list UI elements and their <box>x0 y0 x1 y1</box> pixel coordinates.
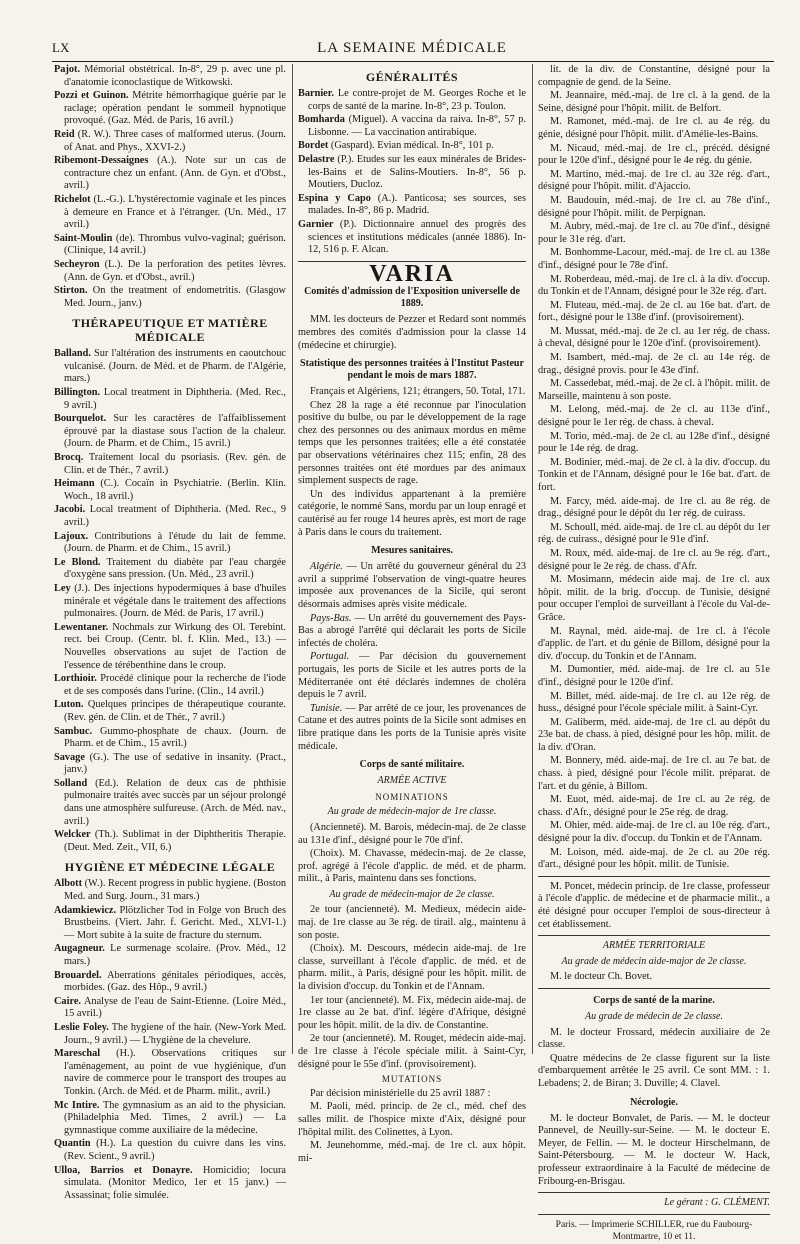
mutation-paragraph: M. Bonhomme-Lacour, méd.-maj. de 1re cl. au 138e d'inf., désigné pour le 78e d'inf. <box>538 247 770 271</box>
entry-text: Homicidio; locura simulata. (Monitor Medico, 1er et 15 janv.) — Assassinat; folie simulée. <box>64 1164 287 1201</box>
entry-text: Le contre-projet de M. Georges Roche et le corps de santé de la marine. In-8°, 23 p. Toulon. <box>308 88 526 112</box>
entry-author: Mareschal <box>54 1048 101 1060</box>
entry-text: Plötzlicher Tod in Folge von Bruch des Brustbeins. (Viert. Jahr. f. Gericht. Med., XLVI-1.) — Mort subite à la suite de fracture du sternum. <box>64 904 286 941</box>
entry-text: (A.). Note sur un cas de contracture chez un enfant. (Ann. de Gyn. et d'Obst., avril.) <box>64 155 286 192</box>
entry-author: Pozzi et Guinon. <box>54 90 129 102</box>
entry-author: Quantin <box>54 1138 91 1150</box>
entry-author: Reid <box>54 128 75 140</box>
entry-text: (de). Thrombus vulvo-vaginal; guérison. (Clinique, 14 avril.) <box>64 232 286 257</box>
poncet-text: M. Poncet, médecin princip. de 1re classe, professeur à l'école d'applic. de médecine et de pharmacie milit., a été désigné pour occuper l'emploi de sous-directeur à cet établissement. <box>538 880 770 930</box>
entry-text: Contributions à l'étude du lait de femme. (Journ. de Pharm. et de Chim., 15 avril.) <box>64 530 286 555</box>
entry-text: (L.-G.). L'hystérectomie vaginale et les pinces à demeure en France et à l'étranger. (Un. Méd., 17 avril.) <box>64 193 286 231</box>
mutation-paragraph: M. Roberdeau, méd.-maj. de 1re cl. à la div. d'occup. du Tonkin et de l'Annam, désigné pour le 32e rég. d'art. <box>538 273 770 298</box>
entry-author: Sambuc. <box>54 725 93 737</box>
bibliography-entry <box>54 504 286 529</box>
bibliography-entry <box>54 829 286 854</box>
entry-author: Luton. <box>54 699 84 711</box>
mutation-paragraph: M. Paoli, méd. princip. de 2e cl., méd. chef des salles milit. de l'hospice mixte d'Aix, désigné pour l'hôpital milit. des Colinettes, à Lyon. <box>298 1101 526 1138</box>
entry-text: (J.). Des injections hypodermiques à base d'huiles minérale et végétale dans le traitement des affections pulmonaires. (Journ. de Méd. de Paris, 17 avril.) <box>64 582 286 620</box>
bibliography-entry <box>54 413 286 451</box>
nomination-paragraph: (Choix). M. Chavasse, médecin-maj. de 2e classe, prof. agrégé à l'école d'applic. de méd. et de pharm. milit., à Paris, maintenu dans ses fonctions. <box>298 848 526 885</box>
frossard-text: M. le docteur Frossard, médecin auxiliaire de 2e classe. <box>538 1026 770 1051</box>
bibliography-entry <box>54 1022 286 1047</box>
entry-text: Traitement local du psoriasis. (Rev. gén. de Clin. et de Thér., 7 avril.) <box>64 452 286 476</box>
entry-text: (P.). Etudes sur les eaux minérales de Brides-les-Bains et de Salins-Moutiers. In-8°, 56 p. Moutiers, Ducloz. <box>308 153 526 191</box>
bibliography-entry <box>298 219 526 257</box>
entry-author: Ley <box>54 582 71 594</box>
entry-author: Ulloa, Barrios et Donayre. <box>54 1164 193 1176</box>
mutation-paragraph: M. Bonnery, méd. aide-maj. de 1re cl. au 7e bat. de chass. à pied, désigné pour l'école milit. préparat. de l'art. et du génie, à Billom. <box>538 755 770 792</box>
divider <box>538 876 770 877</box>
entry-author: Ribemont-Dessaignes <box>54 155 149 167</box>
mutation-paragraph: M. Ohier, méd. aide-maj. de 1re cl. au 10e rég. d'art., désigné pour la div. d'occup. du Tonkin et de l'Annam. <box>538 820 770 845</box>
entry-author: Savage <box>54 751 85 763</box>
entry-author: Delastre <box>298 153 335 165</box>
bibliography-entry <box>298 88 526 113</box>
entry-text: (A.). Panticosa; ses sources, ses malades. In-8°, 86 p. Madrid. <box>308 192 526 217</box>
bibliography-entry <box>54 259 286 284</box>
entry-author: Mc Intire. <box>54 1099 100 1111</box>
mutation-paragraph: M. Ramonet, méd.-maj. de 1re cl. au 4e rég. du génie, désigné pour l'hôpit. milit. d'Amélie-les-Bains. <box>538 116 770 140</box>
bovet-text: M. le docteur Ch. Bovet. <box>550 971 653 983</box>
nomination-paragraph: 2e tour (ancienneté). M. Rouget, médecin aide-maj. de 1re classe à l'école spéciale milit. à Saint-Cyr, désigné pour le 55e d'inf. (provisoirement). <box>298 1033 526 1070</box>
mutation-paragraph: M. Nicaud, méd.-maj. de 1re cl., précéd. désigné pour le 120e d'inf., désigné pour le 4e rég. du génie. <box>538 142 770 167</box>
bibliography-entry <box>54 64 286 89</box>
entry-author: Leslie Foley. <box>54 1021 109 1033</box>
entry-text: (Miguel). A vaccina da raiva. In-8°, 57 p. Lisbonne. — La vaccination antirabique. <box>308 114 526 138</box>
entry-author: Le Blond. <box>54 556 101 568</box>
entry-text: (Ed.). Relation de deux cas de phthisie pulmonaire traités avec succès par un séjour prolongé dans une atmosphère sulfureuse. (Arch. de Méd. nav., avril.) <box>64 777 286 827</box>
bibliography-entry <box>54 1048 286 1098</box>
bibliography-entry <box>54 905 286 943</box>
column-2 <box>298 64 526 1164</box>
section-hygiene-title: HYGIÈNE ET MÉDECINE LÉGALE <box>64 860 276 875</box>
column-divider-1 <box>292 64 293 1054</box>
necrologie-text: M. le docteur Bonvalet, de Paris. — M. le docteur Pannevel, de Neuilly-sur-Seine. — M. le docteur E. Meyer, de Fellin. — M. le docteur Hirschelmann, de Saint-Pétersbourg. — M. le docteur W. Hack, professeur extraordinaire à la Faculté de médecine de Fribourg-en-Brisgau. <box>538 1112 770 1187</box>
mutation-paragraph: M. Martino, méd.-maj. de 1re cl. au 32e rég. d'art., désigné pour l'hôpit. milit. d'Ajaccio. <box>538 168 770 193</box>
stat-paragraph: Français et Algériens, 121; étrangers, 50. Total, 171. <box>310 386 526 398</box>
corps-marine-title: Corps de santé de la marine. <box>593 994 715 1006</box>
mesure-country: Pays-Bas. <box>310 612 352 624</box>
bibliography-entry <box>54 752 286 777</box>
divider <box>538 1214 770 1215</box>
mutation-paragraph: lit. de la div. de Constantine, désigné pour la compagnie de gend. de la Seine. <box>538 64 770 88</box>
mutation-paragraph: M. Fluteau, méd.-maj. de 2e cl. au 16e bat. d'art. de fort., désigné pour le 138e d'inf. (provisoirement). <box>538 299 770 324</box>
entry-author: Adamkiewicz. <box>54 904 117 916</box>
mesure-text: — Un arrêté du gouverneur général du 23 avril a supprimé l'observation de vingt-quatre heures imposée aux provenances de la Sicile, qui seront désormais admises après visite médicale. <box>298 561 526 610</box>
mesure-text: — Par arrêté de ce jour, les provenances de Catane et des autres points de la Sicile sont admises en libre pratique dans les ports de la Tunisie après visite médicale. <box>298 702 526 752</box>
varia-title: VARIA <box>369 260 455 287</box>
entry-author: Bomharda <box>298 114 345 126</box>
entry-author: Pajot. <box>54 64 81 75</box>
mesure-paragraph <box>298 651 526 701</box>
mutation-paragraph: M. Schoull, méd. aide-maj. de 1re cl. au dépôt du 1er rég. de cuirass., désigné pour le 91e d'inf. <box>538 521 770 546</box>
entry-text: (W.). Recent progress in public hygiene. (Boston Med. and Surg. Journ., 31 mars.) <box>64 878 286 903</box>
mutation-paragraph: M. Raynal, méd. aide-maj. de 1re cl. à l'école d'applic. de l'art. et du génie de Billom, désigné pour la div. d'occup. du Tonkin et de l'Annam. <box>538 625 770 662</box>
mutation-paragraph: M. Bodinier, méd.-maj. de 2e cl. à la div. d'occup. du Tonkin et de l'Annam, désigné pour le 16e bat. d'art. de fort. <box>538 456 770 493</box>
bibliography-entry <box>298 193 526 218</box>
mutation-paragraph: Par décision ministérielle du 25 avril 1887 : <box>310 1087 491 1099</box>
mutation-paragraph: M. Baudouin, méd.-maj. de 1re cl. au 78e d'inf., désigné pour l'hôpit. milit. de Perpignan. <box>538 194 770 219</box>
bibliography-entry <box>54 1138 286 1163</box>
mutation-paragraph: M. Jeunehomme, méd.-maj. de 1re cl. aux hôpit. mi- <box>298 1140 526 1164</box>
mutation-paragraph: M. Mosimann, médecin aide maj. de 1re cl. aux hôpit. milit. de la brig. d'occup. de Tunisie, désigné pour occuper l'emploi de surveillant à l'école du Val-de-Grâce. <box>538 574 770 623</box>
entry-author: Albott <box>54 878 83 890</box>
nominations: NOMINATIONS <box>375 791 449 802</box>
entry-text: Sur les caractères de l'affaiblissement éprouvé par la diastase sous l'action de la chaleur. (Journ. de Pharm. et de Chim., 15 avril.) <box>64 413 286 450</box>
entry-text: (R. W.). Three cases of malformed uterus. (Journ. of Anat. and Phys., XXVI-2.) <box>64 128 286 153</box>
page-number: LX <box>52 40 70 55</box>
entry-text: Procédé clinique pour la recherche de l'iode et de ses composés dans l'urine. (Clin., 14 avril.) <box>64 673 286 697</box>
bibliography-entry <box>54 531 286 556</box>
entry-text: Sur l'altération des instruments en caoutchouc vulcanisé. (Journ. de Méd. et de Pharm. de l'Algérie, mars.) <box>64 348 286 385</box>
entry-author: Caire. <box>54 995 81 1007</box>
mesure-country: Portugal. <box>310 651 350 663</box>
section-generalites-title: GÉNÉRALITÉS <box>365 70 459 84</box>
entry-author: Balland. <box>54 348 91 360</box>
entry-text: Le surmenage scolaire. (Prov. Méd., 12 mars.) <box>64 943 286 967</box>
grade-terr: Au grade de médecin aide-major de 2e classe. <box>561 955 747 967</box>
bibliography-entry <box>298 154 526 192</box>
entry-text: (H.). Observations critiques sur l'aménagement, au point de vue hygiénique, d'un navire de commerce pour le transport des troupes au Tonkin. (Arch. de Méd. et de Pharm. milit., avril.) <box>64 1048 286 1097</box>
entry-author: Lewentaner. <box>54 621 109 633</box>
journal-title: LA SEMAINE MÉDICALE <box>317 40 507 56</box>
column-divider-2 <box>532 64 533 1054</box>
entry-text: (L.). De la perforation des petites lèvres. (Ann. de Gyn. et d'Obst., avril.) <box>64 258 286 283</box>
mesure-country: Algérie. <box>310 561 343 573</box>
entry-text: (H.). La question du cuivre dans les vins. (Rev. Scient., 9 avril.) <box>64 1138 286 1162</box>
grade1: Au grade de médecin-major de 1re classe. <box>327 806 497 818</box>
mutation-paragraph: M. Aubry, méd.-maj. de 1re cl. au 70e d'inf., désigné pour le 31e rég. d'art. <box>538 221 770 245</box>
entry-text: (Gaspard). Evian médical. In-8°, 101 p. <box>328 140 494 152</box>
mutation-paragraph: M. Lelong, méd.-maj. de 2e cl. au 113e d'inf., désigné pour le 1er rég. de chass. à cheval. <box>538 404 770 429</box>
entry-author: Billington. <box>54 387 101 399</box>
mesure-paragraph <box>298 703 526 753</box>
mesure-text: — Un arrêté du gouvernement des Pays-Bas a abrogé l'arrêté qui déclarait les ports de Sicile infectés de choléra. <box>298 612 526 649</box>
bibliography-entry <box>54 943 286 968</box>
entry-author: Brouardel. <box>54 969 102 981</box>
bibliography-entry <box>54 1165 286 1203</box>
mutation-paragraph: M. Torio, méd.-maj. de 2e cl. au 128e d'inf., désigné pour le 14e rég. de drag. <box>538 430 770 455</box>
entry-author: Bordet <box>298 140 329 152</box>
divider <box>538 988 770 989</box>
bibliography-entry <box>54 878 286 903</box>
entry-text: Mémorial obstétrical. In-8°, 29 p. avec une pl. d'anatomie iconoclastique de Witkowski. <box>64 64 286 88</box>
expo-title: Comités d'admission de l'Exposition universelle de 1889. <box>304 286 520 310</box>
entry-author: Augagneur. <box>54 943 105 955</box>
entry-text: The gymnasium as an aid to the physician. (Philadelphia Med. Times, 2 avril.) — La gymnastique comme auxiliaire de la médecine. <box>64 1099 286 1136</box>
bibliography-entry <box>54 194 286 232</box>
bibliography-entry <box>54 970 286 995</box>
nomination-paragraph: 1er tour (ancienneté). M. Fix, médecin aide-maj. de 1re classe au 2e bat. d'inf. légère d'Afrique, désigné pour les hôpit. milit. de la div. de Constantine. <box>298 994 526 1031</box>
entry-author: Solland <box>54 777 88 789</box>
divider <box>538 1192 770 1193</box>
bibliography-entry <box>54 778 286 828</box>
entry-text: Traitement du diabète par l'eau chargée d'oxygène sans pression. (Un. Méd., 23 avril.) <box>64 556 286 581</box>
stat-paragraph: Un des individus appartenant à la première catégorie, le nommé Sans, mordu par un loup enragé et cautérisé au fer rouge 14 heures après, est mort de rage à Paris dans le cours du traitement. <box>298 488 526 538</box>
grade2: Au grade de médecin-major de 2e classe. <box>329 888 495 900</box>
entry-author: Stirton. <box>54 285 88 297</box>
mesure-paragraph <box>298 561 526 611</box>
divider <box>538 935 770 936</box>
entry-author: Espina y Capo <box>298 192 371 204</box>
stat-paragraph: Chez 28 la rage a été reconnue par l'inoculation positive du bulbe, ou par le développement de la rage chez des personnes ou des animaux mordus en même temps que les personnes traitées; elle a été constatée par observations vétérinaires chez 115; enfin, 28 des personnes traitées ont été mordues par des animaux simplement suspects de rage. <box>298 399 526 487</box>
mutation-paragraph: M. Roux, méd. aide-maj. de 1re cl. au 9e rég. d'art., désigné pour le 2e rég. de chass. d'Afr. <box>538 547 770 572</box>
necrologie-title: Nécrologie. <box>630 1096 678 1108</box>
bibliography-entry <box>54 348 286 386</box>
expo-text: MM. les docteurs de Pezzer et Redard sont nommés membres des comités d'admission pour la classe 14 (médecine et chirurgie). <box>298 314 526 351</box>
bibliography-entry <box>54 726 286 751</box>
entry-author: Barnier. <box>298 88 334 99</box>
bibliography-entry <box>54 622 286 672</box>
entry-author: Brocq. <box>54 452 84 464</box>
bibliography-entry <box>54 90 286 128</box>
mutation-paragraph: M. Galiberm, méd. aide-maj. de 1re cl. au dépôt du 23e bat. de chass. à pied, désigné pour les hôp. milit. de la div. d'Oran. <box>538 716 770 753</box>
mutation-paragraph: M. Jeannaire, méd.-maj. de 1re cl. à la gend. de la Seine, désigné pour l'hôpit. milit. de Belfort. <box>538 90 770 114</box>
entry-author: Secheyron <box>54 258 100 270</box>
mutation-paragraph: M. Farcy, méd. aide-maj. de 1re cl. au 8e rég. de drag., désigné pour le dépôt du 1er rég. de cuirass. <box>538 495 770 520</box>
bibliography-entry <box>54 699 286 724</box>
bibliography-entry <box>54 478 286 503</box>
mutation-paragraph: M. Billet, méd. aide-maj. de 1re cl. au 12e rég. de huss., désigné pour l'école spéciale milit. à Saint-Cyr. <box>538 690 770 715</box>
mutation-paragraph: M. Euot, méd. aide-maj. de 1re cl. au 2e rég. de chass. d'Afr., désigné pour le 25e rég. de drag. <box>538 794 770 818</box>
armee-active: ARMÉE ACTIVE <box>377 775 447 787</box>
mutation-paragraph: M. Isambert, méd.-maj. de 2e cl. au 14e rég. de drag., désigné provis. pour le 43e d'inf. <box>538 352 770 376</box>
bibliography-entry <box>54 583 286 621</box>
mesure-paragraph <box>298 613 526 651</box>
header-rule <box>52 61 774 62</box>
entry-author: Bourquelot. <box>54 413 107 425</box>
mutation-paragraph: M. Dumontier, méd. aide-maj. de 1re cl. au 51e d'inf., désigné pour le 120e d'inf. <box>538 664 770 688</box>
mutation-paragraph: M. Mussat, méd.-maj. de 2e cl. au 1er rég. de chass. à cheval, désigné pour le 120e d'inf. (provisoirement). <box>538 325 770 350</box>
entry-author: Lorthioir. <box>54 673 97 685</box>
bibliography-entry <box>54 673 286 698</box>
mutations: MUTATIONS <box>381 1074 443 1085</box>
bibliography-entry <box>54 557 286 582</box>
entry-text: Gummo-phosphate de chaux. (Journ. de Pharm. et de Chim., 15 avril.) <box>64 725 286 750</box>
entry-text: Aberrations génitales périodiques, accès, morbides. (Gaz. des Hôp., 9 avril.) <box>64 969 286 994</box>
entry-text: The hygiene of the hair. (New-York Med. Journ., 9 avril.) — L'hygiène de la chevelure. <box>64 1021 286 1046</box>
quatre-text: Quatre médecins de 2e classe figurent sur la liste d'embarquement arrêtée le 25 avril. Ce sont MM. : 1. Lebadens; 2. de Biran; 3. Duville; 4. Clavel. <box>538 1052 770 1089</box>
bibliography-entry <box>54 996 286 1021</box>
entry-text: Quelques principes de thérapeutique courante. (Rev. gén. de Clin. et de Thér., 7 avril.) <box>64 699 286 723</box>
bibliography-entry <box>298 114 526 139</box>
grade-marine: Au grade de médecin de 2e classe. <box>584 1010 723 1022</box>
bibliography-entry <box>54 155 286 193</box>
bibliography-entry <box>54 452 286 477</box>
bibliography-entry <box>54 233 286 258</box>
mesure-text: — Par décision du gouvernement portugais, les ports de Sicile et les autres ports de la Méditerranée ont été déclarés indemnes de choléra depuis le 7 avril. <box>298 651 526 701</box>
column-1 <box>54 64 287 1201</box>
entry-text: (C.). Cocaïn in Psychiatrie. (Berlin. Klin. Woch., 18 avril.) <box>64 478 286 502</box>
bibliography-entry <box>298 140 526 153</box>
nomination-paragraph: 2e tour (ancienneté). M. Medieux, médecin aide-maj. de 1re classe au 3e rég. de tirail. alg., maintenu à son poste. <box>298 904 526 941</box>
gerant: Le gérant : G. CLÉMENT. <box>664 1197 770 1209</box>
entry-author: Heimann <box>54 478 95 490</box>
bibliography-entry <box>54 285 286 310</box>
entry-author: Jacobi. <box>54 504 86 516</box>
entry-author: Lajoux. <box>54 530 89 542</box>
mesure-country: Tunisie. <box>310 702 343 714</box>
entry-text: Métrite hémorrhagique guérie par le raclage; opération pendant le sommeil hypnotique provoqué. (Gaz. Méd. de Paris, 16 avril.) <box>64 90 286 127</box>
nomination-paragraph: (Choix). M. Descours, médecin aide-maj. de 1re classe, surveillant à l'école d'applic. de méd. et de pharm. milit., à Paris, désigné pour les hôpit. milit. de la division d'occup. du Tonkin et de l'Annam. <box>298 943 526 993</box>
bibliography-entry <box>54 1100 286 1138</box>
mutation-paragraph: M. Loison, méd. aide-maj. de 2e cl. au 20e rég. d'art., désigné pour les hôpit. milit. de Tunisie. <box>538 846 770 871</box>
entry-author: Saint-Moulin <box>54 232 113 244</box>
page-header <box>52 40 772 60</box>
bibliography-entry <box>54 387 286 412</box>
entry-text: Local treatment in Diphtheria. (Med. Rec., 9 avril.) <box>64 387 286 411</box>
entry-text: (G.). The use of sedative in insanity. (Pract., janv.) <box>64 751 286 776</box>
entry-text: Nochmals zur Wirkung des Ol. Terebint. rect. bei Croup. (Centr. bl. f. Klin. Med., 13.) — Nouvelles observations au sujet de l'action de l'essence de térébenthine dans le croup. <box>64 621 286 671</box>
entry-text: On the treatment of endometritis. (Glasgow Med. Journ., janv.) <box>64 285 286 309</box>
entry-author: Welcker <box>54 829 91 841</box>
stat-title: Statistique des personnes traitées à l'Institut Pasteur pendant le mois de mars 1887. <box>300 358 524 382</box>
mesures-title: Mesures sanitaires. <box>371 545 453 557</box>
entry-text: (P.). Dictionnaire annuel des progrès des sciences et institutions médicales (année 1886). In-12, 516 p. F. Alcan. <box>308 218 526 256</box>
corps-title: Corps de santé militaire. <box>359 759 465 771</box>
mutation-paragraph: M. Cassedebat, méd.-maj. de 2e cl. à l'hôpit. milit. de Marseille, maintenu à son poste. <box>538 378 770 402</box>
entry-text: Local treatment of Diphtheria. (Med. Rec., 9 avril.) <box>64 504 286 528</box>
nomination-paragraph: (Ancienneté). M. Barois, médecin-maj. de 2e classe au 131e d'inf., désigné pour le 70e d'inf. <box>298 821 526 846</box>
entry-text: (Th.). Sublimat in der Diphtheritis Therapie. (Deut. Med. Zeit., VII, 6.) <box>64 829 286 853</box>
bibliography-entry <box>54 129 286 154</box>
column-3 <box>538 64 770 1243</box>
armee-territoriale: ARMÉE TERRITORIALE <box>602 940 706 952</box>
section-therapeutique-title: THÉRAPEUTIQUE ET MATIÈRE MÉDICALE <box>72 316 268 345</box>
imprimerie: Paris. — Imprimerie SCHILLER, rue du Faubourg-Montmartre, 10 et 11. <box>555 1219 753 1243</box>
entry-author: Richelot <box>54 193 91 205</box>
entry-text: Analyse de l'eau de Saint-Etienne. (Loire Méd., 15 avril.) <box>64 995 286 1020</box>
entry-author: Garnier <box>298 218 334 230</box>
